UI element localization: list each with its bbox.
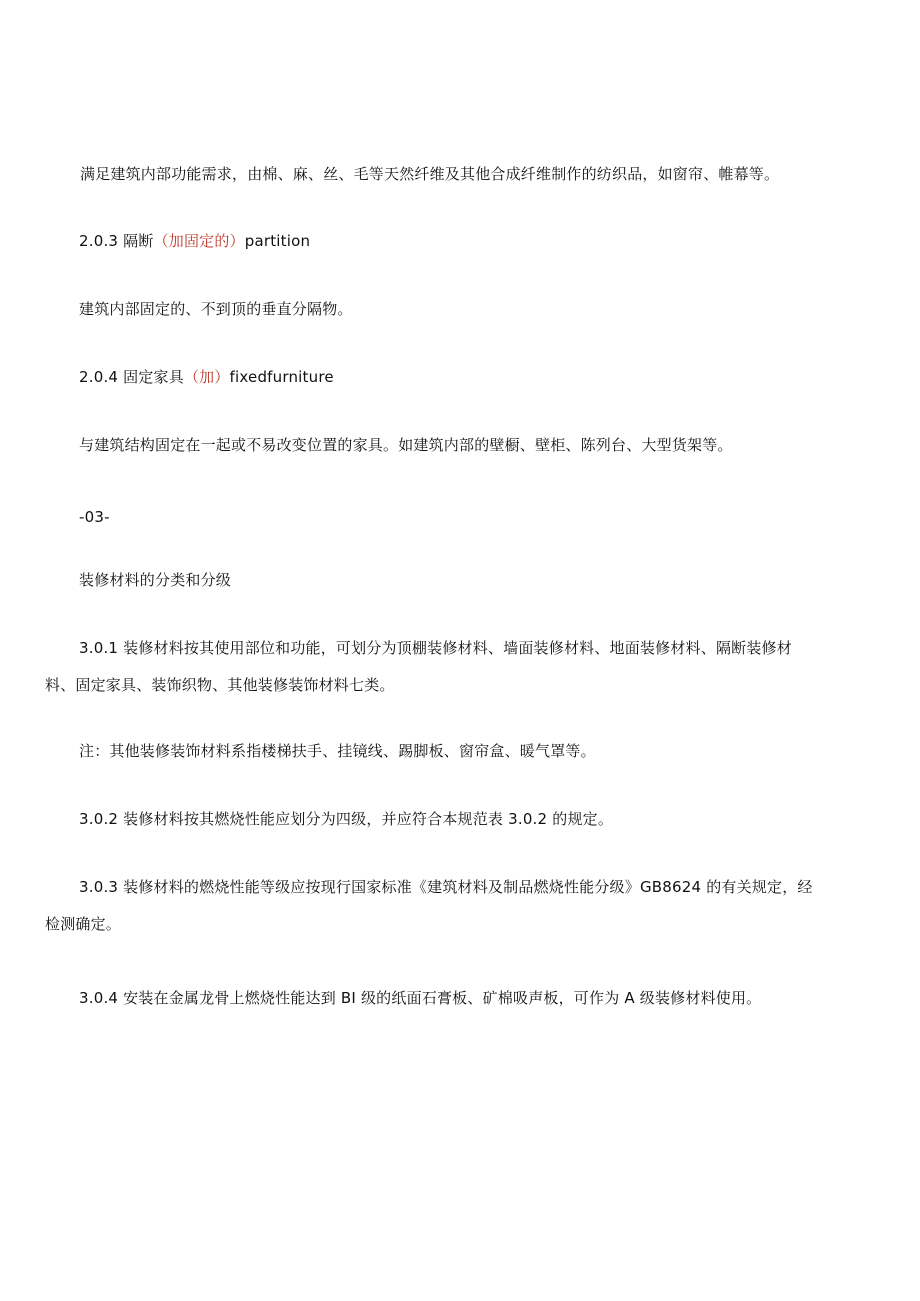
- heading-2-0-3-label: 2.0.3 隔断: [79, 232, 154, 250]
- clause-3-0-1-line-2: 料、固定家具、装饰织物、其他装修装饰材料七类。: [45, 676, 395, 694]
- heading-2-0-4-fixed-furniture: [79, 367, 334, 387]
- section-title: 装修材料的分类和分级: [79, 571, 232, 589]
- heading-2-0-3-english: partition: [244, 232, 311, 250]
- heading-2-0-4-english: fixedfurniture: [229, 368, 334, 386]
- clause-3-0-1-line-1: 3.0.1 装修材料按其使用部位和功能，可划分为顶棚装修材料、墙面装修材料、地面装修材料、隔断装修材: [79, 639, 792, 657]
- paragraph-textiles-definition: 满足建筑内部功能需求，由棉、麻、丝、毛等天然纤维及其他合成纤维制作的纺织品，如窗帘、帷幕等。: [80, 165, 780, 183]
- heading-2-0-3-partition: [79, 231, 310, 251]
- note-paragraph: 注：其他装修装饰材料系指楼梯扶手、挂镜线、踢脚板、窗帘盒、暖气罩等。: [79, 742, 596, 760]
- paragraph-partition-definition: 建筑内部固定的、不到顶的垂直分隔物。: [79, 300, 353, 318]
- clause-3-0-4: 3.0.4 安装在金属龙骨上燃烧性能达到 BI 级的纸面石膏板、矿棉吸声板，可作为 A 级装修材料使用。: [79, 989, 762, 1007]
- section-number: -03-: [79, 508, 110, 526]
- paragraph-fixed-furniture-definition: 与建筑结构固定在一起或不易改变位置的家具。如建筑内部的壁橱、壁柜、陈列台、大型货架等。: [79, 436, 733, 454]
- clause-3-0-3-line-1: 3.0.3 装修材料的燃烧性能等级应按现行国家标准《建筑材料及制品燃烧性能分级》GB8624 的有关规定，经: [79, 878, 813, 896]
- heading-2-0-4-label: 2.0.4 固定家具: [79, 368, 184, 386]
- heading-2-0-4-red-note: （加）: [183, 368, 230, 386]
- clause-3-0-3-line-2: 检测确定。: [45, 915, 122, 933]
- clause-3-0-2: 3.0.2 装修材料按其燃烧性能应划分为四级，并应符合本规范表 3.0.2 的规定。: [79, 810, 614, 828]
- heading-2-0-3-red-note: （加固定的）: [153, 232, 245, 250]
